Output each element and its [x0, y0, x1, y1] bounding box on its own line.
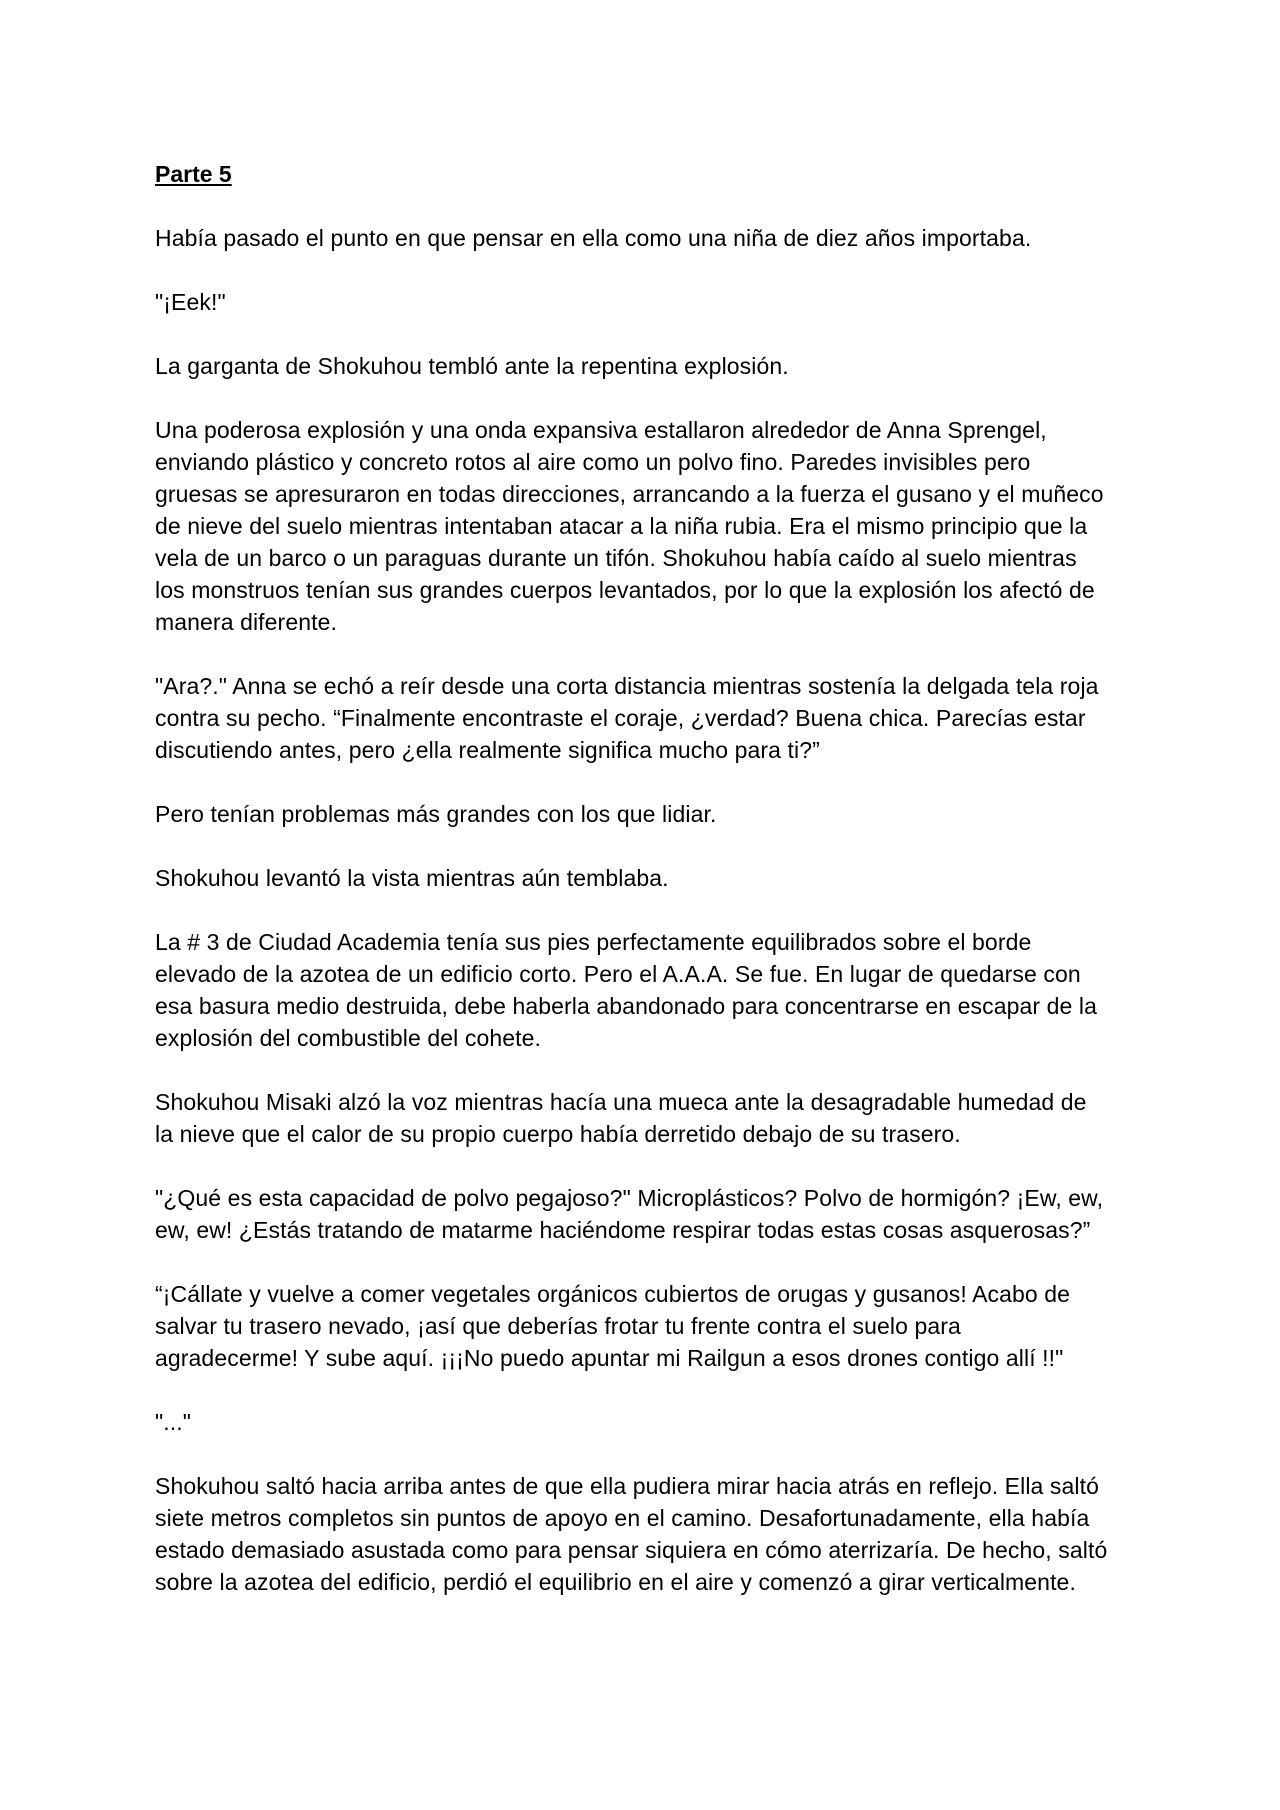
paragraph: [155, 798, 1135, 830]
text-line: de nieve del suelo mientras intentaban atacar a la niña rubia. Era el mismo principio que la: [155, 513, 1088, 539]
text-line: enviando plástico y concreto rotos al aire como un polvo fino. Paredes invisibles pero: [155, 449, 1031, 475]
paragraph: [155, 1278, 1135, 1374]
text-line: la nieve que el calor de su propio cuerpo había derretido debajo de su trasero.: [155, 1121, 961, 1147]
paragraph: [155, 414, 1135, 638]
text-line: estado demasiado asustada como para pensar siquiera en cómo aterrizaría. De hecho, saltó: [155, 1537, 1108, 1563]
text-line: "¿Qué es esta capacidad de polvo pegajoso?" Microplásticos? Polvo de hormigón? ¡Ew, ew,: [155, 1185, 1104, 1211]
text-line: La # 3 de Ciudad Academia tenía sus pies perfectamente equilibrados sobre el borde: [155, 929, 1032, 955]
document-body: [155, 222, 1135, 1598]
paragraph: [155, 1086, 1135, 1150]
text-line: "...": [155, 1409, 191, 1435]
text-line: "¡Eek!": [155, 289, 226, 315]
paragraph: [155, 350, 1135, 382]
text-line: La garganta de Shokuhou tembló ante la repentina explosión.: [155, 353, 789, 379]
text-line: agradecerme! Y sube aquí. ¡¡¡No puedo apuntar mi Railgun a esos drones contigo allí !!": [155, 1345, 1064, 1371]
paragraph: [155, 1470, 1135, 1598]
text-line: Shokuhou saltó hacia arriba antes de que ella pudiera mirar hacia atrás en reflejo. Ella saltó: [155, 1473, 1100, 1499]
text-line: siete metros completos sin puntos de apoyo en el camino. Desafortunadamente, ella había: [155, 1505, 1090, 1531]
paragraph: [155, 222, 1135, 254]
text-line: vela de un barco o un paraguas durante un tifón. Shokuhou había caído al suelo mientras: [155, 545, 1077, 571]
text-line: gruesas se apresuraron en todas direcciones, arrancando a la fuerza el gusano y el muñeco: [155, 481, 1104, 507]
text-line: “¡Cállate y vuelve a comer vegetales orgánicos cubiertos de orugas y gusanos! Acabo de: [155, 1281, 1071, 1307]
text-line: Shokuhou Misaki alzó la voz mientras hacía una mueca ante la desagradable humedad de: [155, 1089, 1087, 1115]
text-line: discutiendo antes, pero ¿ella realmente significa mucho para ti?”: [155, 737, 820, 763]
paragraph: [155, 862, 1135, 894]
text-line: salvar tu trasero nevado, ¡así que deberías frotar tu frente contra el suelo para: [155, 1313, 961, 1339]
text-line: Una poderosa explosión y una onda expansiva estallaron alrededor de Anna Sprengel,: [155, 417, 1047, 443]
paragraph: [155, 926, 1135, 1054]
text-line: Shokuhou levantó la vista mientras aún temblaba.: [155, 865, 669, 891]
paragraph: [155, 1182, 1135, 1246]
paragraph: [155, 1406, 1135, 1438]
text-line: ew, ew! ¿Estás tratando de matarme haciéndome respirar todas estas cosas asquerosas?”: [155, 1217, 1091, 1243]
paragraph: [155, 286, 1135, 318]
section-heading: Parte 5: [155, 161, 232, 187]
paragraph: [155, 670, 1135, 766]
text-line: Pero tenían problemas más grandes con los que lidiar.: [155, 801, 717, 827]
text-line: contra su pecho. “Finalmente encontraste el coraje, ¿verdad? Buena chica. Parecías estar: [155, 705, 1086, 731]
text-line: explosión del combustible del cohete.: [155, 1025, 541, 1051]
text-line: Había pasado el punto en que pensar en ella como una niña de diez años importaba.: [155, 225, 1032, 251]
text-line: manera diferente.: [155, 609, 337, 635]
text-line: "Ara?." Anna se echó a reír desde una corta distancia mientras sostenía la delgada tela roja: [155, 673, 1099, 699]
text-line: elevado de la azotea de un edificio corto. Pero el A.A.A. Se fue. En lugar de quedarse con: [155, 961, 1081, 987]
text-line: los monstruos tenían sus grandes cuerpos levantados, por lo que la explosión los afectó de: [155, 577, 1095, 603]
text-line: sobre la azotea del edificio, perdió el equilibrio en el aire y comenzó a girar verticalmente.: [155, 1569, 1076, 1595]
text-line: esa basura medio destruida, debe haberla abandonado para concentrarse en escapar de la: [155, 993, 1098, 1019]
